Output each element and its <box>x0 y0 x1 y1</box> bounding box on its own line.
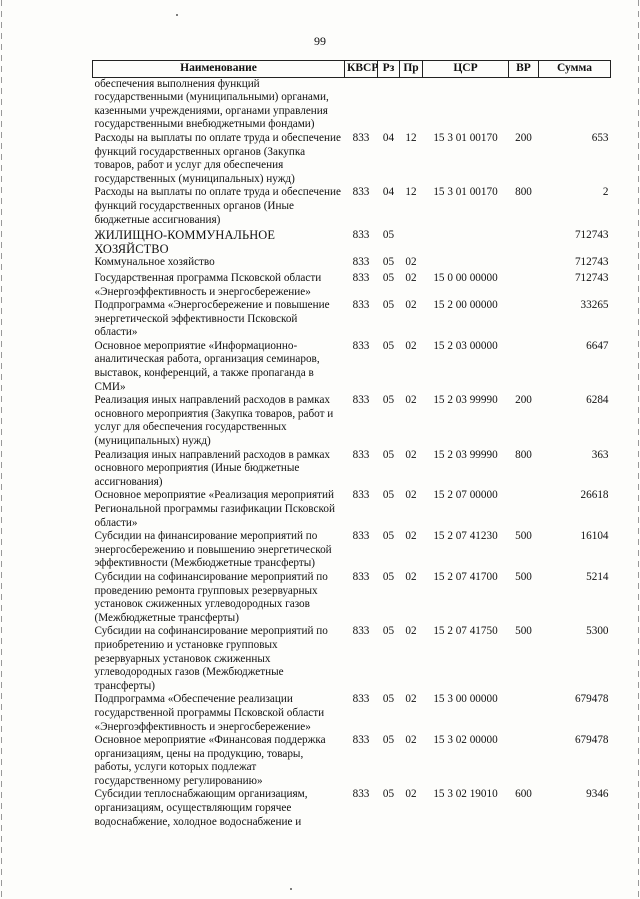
row-kvsr-cell: 833 <box>352 299 370 312</box>
row-csr-cell <box>423 256 509 270</box>
row-rz-cell <box>378 77 400 132</box>
row-vr-cell: 200 <box>515 394 532 407</box>
row-kvsr-cell: 833 <box>352 131 370 144</box>
row-vr-cell: 200 <box>515 131 532 144</box>
row-vr-cell <box>509 693 539 734</box>
row-pr-cell: 02 <box>405 570 417 583</box>
row-kvsr-cell: 833 <box>352 339 370 352</box>
table-row <box>93 788 611 829</box>
row-name-cell: Субсидии теплоснабжающим организациям, организациям, осуществляющим горячее водоснабжение, холодное водоснабжение и <box>94 788 308 828</box>
row-csr-cell: 15 3 01 00170 <box>433 131 498 144</box>
row-rz-cell: 05 <box>382 625 395 638</box>
row-sum-cell: 712743 <box>574 229 609 242</box>
column-header-vr: ВР <box>509 61 539 78</box>
row-pr-cell: 02 <box>405 530 417 543</box>
row-sum-cell: 363 <box>591 448 609 461</box>
row-rz-cell: 05 <box>382 339 395 352</box>
row-csr-cell: 15 2 03 99990 <box>433 448 498 461</box>
row-pr-cell: 02 <box>405 339 417 352</box>
column-header-sum: Сумма <box>539 61 611 78</box>
row-sum-cell: 679478 <box>574 693 609 706</box>
row-rz-cell: 05 <box>382 570 395 583</box>
row-rz-cell: 04 <box>382 131 395 144</box>
column-header-csr: ЦСР <box>423 61 509 78</box>
row-pr-cell: 02 <box>405 788 417 801</box>
row-name-cell: Основное мероприятие «Информационно-аналитическая работа, организация семинаров, выставок, конференций, а также пропаганда в СМИ» <box>94 339 320 393</box>
row-csr-cell: 15 2 03 00000 <box>433 339 498 352</box>
row-csr-cell: 15 2 07 41230 <box>433 530 498 543</box>
row-name-cell: обеспечения выполнения функций государственными (муниципальными) органами, казенными учреждениями, органами управления государственными внебюджетными фондами) <box>94 77 329 131</box>
row-csr-cell: 15 3 00 00000 <box>433 693 498 706</box>
scan-speck <box>290 888 292 890</box>
row-name-cell: Расходы на выплаты по оплате труда и обеспечение функций государственных органов (Иные бюджетные ассигнования) <box>94 186 341 226</box>
row-rz-cell: 05 <box>382 256 395 269</box>
row-csr-cell: 15 2 07 00000 <box>433 489 498 502</box>
table-row <box>93 340 611 394</box>
row-vr-cell <box>509 256 539 270</box>
row-rz-cell: 05 <box>382 788 395 801</box>
row-pr-cell: 02 <box>405 394 417 407</box>
row-vr-cell <box>509 734 539 788</box>
row-pr-cell <box>400 227 423 256</box>
row-sum-cell: 5214 <box>586 570 609 583</box>
row-rz-cell: 05 <box>382 734 395 747</box>
row-vr-cell: 800 <box>515 448 532 461</box>
table-row <box>93 77 611 132</box>
table-row <box>93 489 611 530</box>
row-pr-cell: 02 <box>405 256 417 269</box>
row-pr-cell: 02 <box>405 299 417 312</box>
row-sum-cell: 26618 <box>580 489 609 502</box>
row-kvsr-cell: 833 <box>352 570 370 583</box>
row-kvsr-cell: 833 <box>352 256 370 269</box>
row-sum-cell: 33265 <box>580 299 609 312</box>
row-csr-cell: 15 3 02 00000 <box>433 734 498 747</box>
row-sum-cell: 6647 <box>586 339 609 352</box>
row-rz-cell: 05 <box>382 489 395 502</box>
row-kvsr-cell: 833 <box>352 186 370 199</box>
table-row <box>93 270 611 299</box>
table-header-row <box>93 61 611 78</box>
row-kvsr-cell: 833 <box>352 229 370 242</box>
row-vr-cell <box>509 489 539 530</box>
row-pr-cell: 02 <box>405 489 417 502</box>
row-vr-cell <box>509 227 539 256</box>
row-vr-cell: 600 <box>515 788 532 801</box>
table-row <box>93 530 611 571</box>
row-rz-cell: 04 <box>382 186 395 199</box>
row-name-cell: Подпрограмма «Энергосбережение и повышение энергетической эффективности Псковской области» <box>94 299 330 339</box>
column-header-kvsr: КВСР <box>345 61 378 78</box>
table-row <box>93 693 611 734</box>
row-kvsr-cell: 833 <box>352 734 370 747</box>
row-pr-cell: 12 <box>405 131 417 144</box>
row-pr-cell <box>400 77 423 132</box>
row-csr-cell: 15 3 01 00170 <box>433 186 498 199</box>
column-header-pr: Пр <box>400 61 423 78</box>
table-row <box>93 571 611 625</box>
row-sum-cell: 16104 <box>580 530 609 543</box>
scan-edge-left <box>1 0 2 899</box>
row-sum-cell: 5300 <box>586 625 609 638</box>
row-kvsr-cell <box>345 77 378 132</box>
row-csr-cell: 15 2 03 99990 <box>433 394 498 407</box>
row-name-cell: ЖИЛИЩНО-КОММУНАЛЬНОЕ ХОЗЯЙСТВО <box>94 228 276 256</box>
row-kvsr-cell: 833 <box>352 625 370 638</box>
row-kvsr-cell: 833 <box>352 530 370 543</box>
row-sum-cell: 6284 <box>586 394 609 407</box>
row-name-cell: Субсидии на софинансирование мероприятий по приобретению и установке групповых резервуарных установок сжиженных углеводородных газов (Межбюджетные трансферты) <box>94 625 328 692</box>
row-rz-cell: 05 <box>382 271 395 284</box>
row-rz-cell: 05 <box>382 299 395 312</box>
scan-edge-right <box>638 0 639 899</box>
row-name-cell: Коммунальное хозяйство <box>94 256 215 269</box>
row-pr-cell: 02 <box>405 271 417 284</box>
row-csr-cell: 15 2 00 00000 <box>433 299 498 312</box>
row-pr-cell: 02 <box>405 448 417 461</box>
row-pr-cell: 02 <box>405 625 417 638</box>
row-kvsr-cell: 833 <box>352 271 370 284</box>
row-vr-cell <box>509 340 539 394</box>
table-row <box>93 394 611 448</box>
row-name-cell: Реализация иных направлений расходов в рамках основного мероприятия (Иные бюджетные ассигнования) <box>94 448 331 488</box>
row-csr-cell: 15 3 02 19010 <box>433 788 498 801</box>
column-header-rz: Рз <box>378 61 400 78</box>
row-kvsr-cell: 833 <box>352 394 370 407</box>
row-csr-cell: 15 0 00 00000 <box>433 271 498 284</box>
row-rz-cell: 05 <box>382 530 395 543</box>
table-row <box>93 227 611 256</box>
row-csr-cell <box>423 227 509 256</box>
row-sum-cell: 2 <box>602 186 609 199</box>
table-row <box>93 625 611 693</box>
row-vr-cell: 500 <box>515 625 532 638</box>
row-kvsr-cell: 833 <box>352 788 370 801</box>
row-pr-cell: 02 <box>405 734 417 747</box>
row-kvsr-cell: 833 <box>352 448 370 461</box>
row-sum-cell: 712743 <box>574 271 609 284</box>
row-sum-cell: 9346 <box>586 788 609 801</box>
row-name-cell: Основное мероприятие «Реализация мероприятий Региональной программы газификации Псковской области» <box>94 489 335 529</box>
row-vr-cell: 800 <box>515 186 532 199</box>
row-name-cell: Государственная программа Псковской области «Энергоэффективность и энергосбережение» <box>94 271 322 298</box>
column-header-name: Наименование <box>93 61 345 78</box>
row-sum-cell <box>539 77 611 132</box>
row-pr-cell: 02 <box>405 693 417 706</box>
row-name-cell: Подпрограмма «Обеспечение реализации государственной программы Псковской области «Энергоэффективность и энергосбережение» <box>94 693 325 733</box>
row-csr-cell <box>423 77 509 132</box>
table-row <box>93 734 611 788</box>
row-sum-cell: 679478 <box>574 734 609 747</box>
row-vr-cell <box>509 77 539 132</box>
row-rz-cell: 05 <box>382 229 395 242</box>
row-rz-cell: 05 <box>382 394 395 407</box>
scan-speck <box>176 14 178 16</box>
row-name-cell: Расходы на выплаты по оплате труда и обеспечение функций государственных органов (Закупка товаров, работ и услуг для обеспечения государственных (муниципальных) нужд) <box>94 131 341 185</box>
row-kvsr-cell: 833 <box>352 693 370 706</box>
row-csr-cell: 15 2 07 41700 <box>433 570 498 583</box>
budget-table <box>92 60 611 829</box>
table-row <box>93 186 611 227</box>
table-row <box>93 299 611 340</box>
row-sum-cell: 653 <box>591 131 609 144</box>
row-name-cell: Основное мероприятие «Финансовая поддержка организациям, цены на продукцию, товары, работы, услуги которых подлежат государственному регулированию» <box>94 734 326 787</box>
row-sum-cell: 712743 <box>574 256 609 269</box>
row-vr-cell <box>509 299 539 340</box>
table-row <box>93 256 611 270</box>
table-body <box>93 77 611 829</box>
row-csr-cell: 15 2 07 41750 <box>433 625 498 638</box>
row-kvsr-cell: 833 <box>352 489 370 502</box>
row-rz-cell: 05 <box>382 693 395 706</box>
row-rz-cell: 05 <box>382 448 395 461</box>
row-vr-cell: 500 <box>515 530 532 543</box>
table-row <box>93 449 611 490</box>
row-name-cell: Реализация иных направлений расходов в рамках основного мероприятия (Закупка товаров, работ и услуг для обеспечения государственных (муниципальных) нужд) <box>94 394 334 448</box>
table-row <box>93 132 611 186</box>
row-vr-cell <box>509 270 539 299</box>
page-number: 99 <box>314 34 326 48</box>
row-name-cell: Субсидии на финансирование мероприятий по энергосбережению и повышению энергетической эффективности (Межбюджетные трансферты) <box>94 530 332 570</box>
row-pr-cell: 12 <box>405 186 417 199</box>
row-vr-cell: 500 <box>515 570 532 583</box>
row-name-cell: Субсидии на софинансирование мероприятий по проведению ремонта групповых резервуарных установок сжиженных углеводородных газов (Межбюджетные трансферты) <box>94 570 328 624</box>
